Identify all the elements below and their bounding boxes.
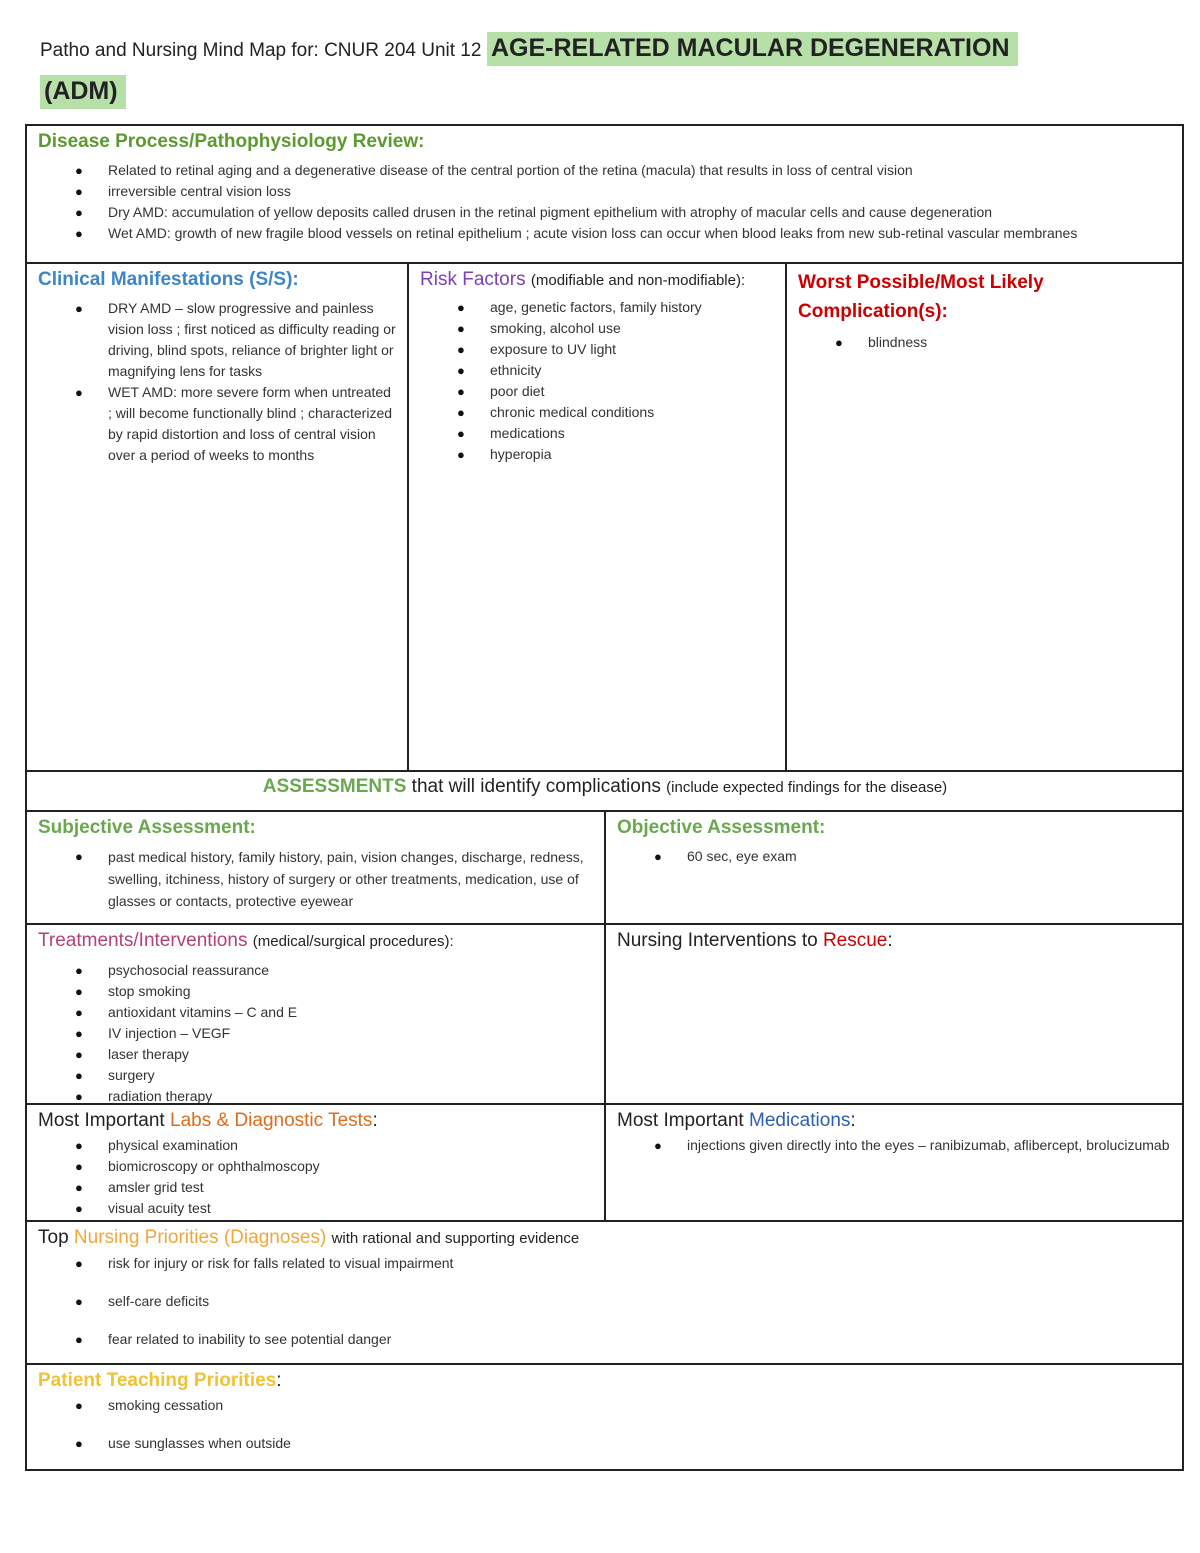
assessments-banner: ASSESSMENTS that will identify complications (include expected findings for the disease) bbox=[262, 776, 948, 797]
risk-factors-section bbox=[409, 264, 785, 770]
list-item: ● ethnicity bbox=[457, 360, 775, 381]
priorities-heading: Top Nursing Priorities (Diagnoses) with rational and supporting evidence bbox=[38, 1227, 580, 1248]
list-item: ● smoking, alcohol use bbox=[457, 318, 775, 339]
list-item: ● hyperopia bbox=[457, 444, 775, 465]
list-item: ● risk for injury or risk for falls related to visual impairment bbox=[75, 1253, 1172, 1274]
list-item: ● psychosocial reassurance bbox=[75, 960, 594, 981]
list-item: ● smoking cessation bbox=[75, 1395, 1172, 1416]
objective-heading: Objective Assessment: bbox=[617, 817, 826, 838]
risk-heading: Risk Factors (modifiable and non-modifiable): bbox=[420, 269, 746, 290]
clinical-heading: Clinical Manifestations (S/S): bbox=[38, 269, 299, 290]
list-item: ● medications bbox=[457, 423, 775, 444]
rescue-section bbox=[606, 925, 1182, 1103]
list-item: ● self-care deficits bbox=[75, 1291, 1172, 1312]
list-item: ● IV injection – VEGF bbox=[75, 1023, 594, 1044]
list-item: ● chronic medical conditions bbox=[457, 402, 775, 423]
disease-process-section bbox=[27, 126, 1182, 262]
patient-teaching-section bbox=[27, 1365, 1182, 1469]
list-item: ● age, genetic factors, family history bbox=[457, 297, 775, 318]
list-item: ● 60 sec, eye exam bbox=[654, 846, 1172, 867]
list-item: ● Dry AMD: accumulation of yellow deposits called drusen in the retinal pigment epithelium with atrophy of macular cells and cause degeneration bbox=[75, 202, 1172, 223]
list-item: ● poor diet bbox=[457, 381, 775, 402]
list-item: ● Wet AMD: growth of new fragile blood vessels on retinal epithelium ; acute vision loss can occur when blood leaks from new sub-retinal vascular membranes bbox=[75, 223, 1172, 244]
list-item: ● blindness bbox=[835, 332, 1172, 353]
list-item: ● amsler grid test bbox=[75, 1177, 594, 1198]
list-item: ● past medical history, family history, pain, vision changes, discharge, redness, swelling, itchiness, history of surgery or other treatments, medication, use of glasses or contacts, protective eyewear bbox=[75, 846, 594, 912]
title-highlight: AGE-RELATED MACULAR DEGENERATION bbox=[487, 32, 1018, 66]
list-item: ● exposure to UV light bbox=[457, 339, 775, 360]
rescue-heading: Nursing Interventions to Rescue: bbox=[617, 930, 893, 951]
list-item: ● surgery bbox=[75, 1065, 594, 1086]
objective-assessment-section bbox=[606, 812, 1182, 923]
list-item: ● Related to retinal aging and a degenerative disease of the central portion of the retina (macula) that results in loss of central vision bbox=[75, 160, 1172, 181]
title-highlight-2: (ADM) bbox=[40, 75, 126, 109]
medications-heading: Most Important Medications: bbox=[617, 1110, 856, 1131]
page-title bbox=[40, 28, 1160, 113]
list-item: ● WET AMD: more severe form when untreated ; will become functionally blind ; characterized by rapid distortion and loss of central vision over a period of weeks to months bbox=[75, 382, 397, 466]
subjective-heading: Subjective Assessment: bbox=[38, 817, 256, 838]
title-prefix: Patho and Nursing Mind Map for: CNUR 204 Unit 12 bbox=[40, 40, 482, 61]
list-item: ● use sunglasses when outside bbox=[75, 1433, 1172, 1454]
disease-process-heading: Disease Process/Pathophysiology Review: bbox=[38, 131, 425, 152]
treatments-section bbox=[27, 925, 604, 1103]
complication-heading: Worst Possible/Most Likely Complication(s): bbox=[798, 272, 1044, 322]
list-item: ● physical examination bbox=[75, 1135, 594, 1156]
treatments-heading: Treatments/Interventions (medical/surgical procedures): bbox=[38, 930, 454, 951]
clinical-manifestations-section bbox=[27, 264, 407, 770]
subjective-assessment-section bbox=[27, 812, 604, 923]
labs-section bbox=[27, 1105, 604, 1220]
mind-map-table bbox=[25, 124, 1184, 1471]
list-item: ● injections given directly into the eyes – ranibizumab, aflibercept, brolucizumab bbox=[654, 1135, 1172, 1156]
list-item: ● stop smoking bbox=[75, 981, 594, 1002]
list-item: ● fear related to inability to see potential danger bbox=[75, 1329, 1172, 1350]
complications-section bbox=[787, 264, 1182, 770]
teaching-heading: Patient Teaching Priorities: bbox=[38, 1370, 282, 1391]
list-item: ● laser therapy bbox=[75, 1044, 594, 1065]
labs-heading: Most Important Labs & Diagnostic Tests: bbox=[38, 1110, 378, 1131]
nursing-priorities-section bbox=[27, 1222, 1182, 1363]
medications-section bbox=[606, 1105, 1182, 1220]
list-item: ● antioxidant vitamins – C and E bbox=[75, 1002, 594, 1023]
list-item: ● radiation therapy bbox=[75, 1086, 594, 1103]
list-item: ● visual acuity test bbox=[75, 1198, 594, 1219]
list-item: ● biomicroscopy or ophthalmoscopy bbox=[75, 1156, 594, 1177]
list-item: ● DRY AMD – slow progressive and painless vision loss ; first noticed as difficulty reading or driving, blind spots, reliance of brighter light or magnifying lens for tasks bbox=[75, 298, 397, 382]
list-item: ● irreversible central vision loss bbox=[75, 181, 1172, 202]
